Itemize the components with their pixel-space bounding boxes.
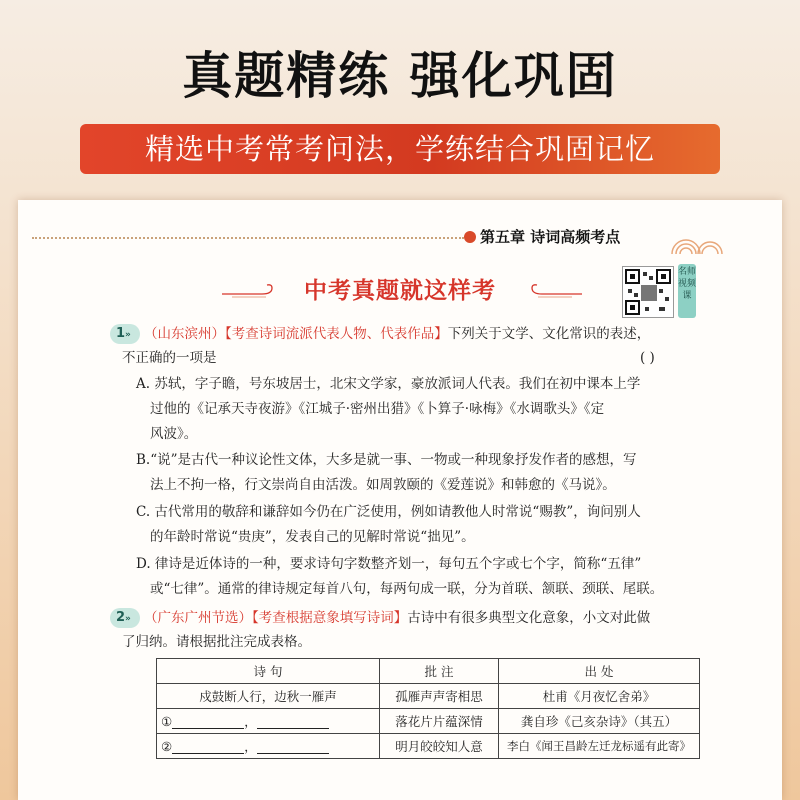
video-course-tag: 名师视频课 [678, 264, 696, 318]
poem-table [156, 658, 700, 759]
headline: 真题精练 强化巩固 [182, 47, 618, 105]
swirl-right-icon [526, 284, 582, 298]
option-d[interactable] [136, 552, 716, 602]
column-header: 出 处 [499, 659, 700, 684]
option-line: 过他的《记承天寺夜游》《江城子·密州出猎》《卜算子·咏梅》《水调歌头》《定 [150, 401, 605, 417]
answer-blank[interactable] [172, 741, 244, 754]
question-stem-text: 古诗中有很多典型文化意象，小文对此做 [407, 610, 651, 626]
table-row [157, 709, 700, 734]
question-2-stem [144, 606, 724, 630]
option-b[interactable] [136, 448, 716, 498]
option-line: C. 古代常用的敬辞和谦辞如今仍在广泛使用，例如请教他人时常说“赐教”，询问别人 [136, 504, 641, 520]
question-number-badge: 1» [110, 324, 140, 344]
chapter-label: 第五章 诗词高频考点 [480, 228, 621, 246]
question-source: （山东滨州） [144, 326, 225, 342]
option-a[interactable] [136, 372, 716, 447]
question-1-stem-line2: 不正确的一项是 [122, 350, 217, 366]
fill-in-cell[interactable] [157, 709, 380, 734]
question-topic-tag: 【考查根据意象填写诗词】 [252, 610, 408, 626]
table-cell: 落花片片蕴深情 [380, 709, 499, 734]
option-c[interactable] [136, 500, 716, 550]
column-header: 批 注 [380, 659, 499, 684]
question-source: （广东广州节选） [144, 610, 252, 626]
question-number-badge: 2» [110, 608, 140, 628]
option-line: D. 律诗是近体诗的一种，要求诗句字数整齐划一，每句五个字或七个字，简称“五律” [136, 556, 642, 572]
comma: ， [244, 739, 257, 754]
chapter-dot [464, 231, 476, 243]
qr-code-icon[interactable] [622, 266, 674, 318]
answer-blank[interactable] [172, 716, 244, 729]
table-cell: 李白《闻王昌龄左迁龙标遥有此寄》 [499, 734, 700, 759]
question-stem-text: 下列关于文学、文化常识的表述， [447, 326, 651, 342]
fill-in-cell[interactable] [157, 734, 380, 759]
exercise-sheet [18, 200, 782, 800]
ripple-decoration-icon [664, 230, 724, 254]
question-number: 1 [116, 326, 126, 341]
question-topic-tag: 【考查诗词流派代表人物、代表作品】 [225, 326, 448, 342]
answer-blank[interactable] [257, 741, 329, 754]
subtitle-banner: 精选中考常考问法，学练结合巩固记忆 [80, 124, 720, 174]
blank-marker: ② [161, 739, 173, 754]
table-cell: 杜甫《月夜忆舍弟》 [499, 684, 700, 709]
chapter-divider [32, 237, 464, 239]
table-header-row [157, 659, 700, 684]
question-2-stem-line2: 了归纳。请根据批注完成表格。 [122, 634, 311, 650]
answer-blank[interactable] [257, 716, 329, 729]
option-line: 风波》。 [150, 426, 198, 442]
option-line: 法上不拘一格，行文崇尚自由活泼。如周敦颐的《爱莲说》和韩愈的《马说》。 [150, 477, 616, 493]
question-number: 2 [116, 610, 126, 625]
option-line: 的年龄时常说“贵庚”，发表自己的见解时常说“拙见”。 [150, 529, 475, 545]
table-cell: 明月皎皎知人意 [380, 734, 499, 759]
comma: ， [244, 714, 257, 729]
option-line: 或“七律”。通常的律诗规定每首八句，每两句成一联，分为首联、颔联、颈联、尾联。 [150, 581, 664, 597]
table-cell: 戍鼓断人行，边秋一雁声 [157, 684, 380, 709]
table-row [157, 684, 700, 709]
option-line: B.“说”是古代一种议论性文体，大多是就一事、一物或一种现象抒发作者的感想，写 [136, 452, 637, 468]
column-header: 诗 句 [157, 659, 380, 684]
section-title: 中考真题就这样考 [304, 278, 496, 304]
option-line: A. 苏轼，字子瞻，号东坡居士，北宋文学家，豪放派词人代表。我们在初中课本上学 [136, 376, 641, 392]
answer-parentheses[interactable]: ( ) [640, 350, 655, 366]
table-cell: 孤雁声声寄相思 [380, 684, 499, 709]
table-row [157, 734, 700, 759]
table-cell: 龚自珍《己亥杂诗》（其五） [499, 709, 700, 734]
question-1-stem [144, 322, 724, 346]
blank-marker: ① [161, 714, 173, 729]
